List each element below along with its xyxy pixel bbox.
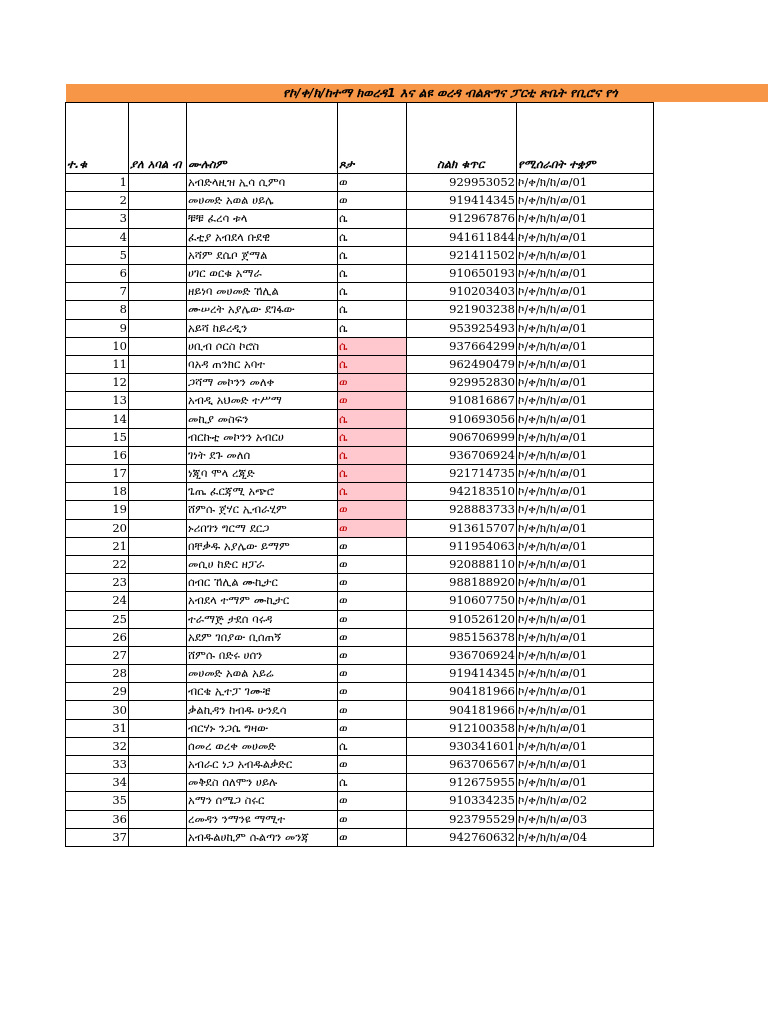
phone-cell[interactable]: 985156378	[407, 628, 517, 646]
row-number-cell[interactable]: 11	[66, 355, 129, 373]
phone-cell[interactable]: 936706924	[407, 646, 517, 664]
name-cell[interactable]: መኪያ መስፍን	[187, 410, 338, 428]
workplace-cell[interactable]: ኮ/ቀ/ክ/ከ/ወ/01	[517, 192, 654, 210]
table-row	[66, 392, 654, 410]
name-cell[interactable]: ብርቄ ኢተፓ ገሙቼ	[187, 683, 338, 701]
father-cell[interactable]	[129, 446, 187, 464]
father-cell[interactable]	[129, 737, 187, 755]
father-cell[interactable]	[129, 756, 187, 774]
name-cell[interactable]: አማን ሰሜጋ ስሩር	[187, 792, 338, 810]
header-name: ሙሉስም	[187, 103, 338, 174]
row-number-cell[interactable]: 10	[66, 337, 129, 355]
row-number-cell[interactable]: 28	[66, 665, 129, 683]
name-cell[interactable]: ቃልኪዳን ከብዱ ሁንዴሳ	[187, 701, 338, 719]
name-cell[interactable]: ሀገር ወርቁ አማራ	[187, 264, 338, 282]
name-cell[interactable]: ረመዳን ንማንዩ ማሚተ	[187, 810, 338, 828]
father-cell[interactable]	[129, 592, 187, 610]
table-row	[66, 446, 654, 464]
sex-cell[interactable]: ሴ	[338, 355, 407, 373]
workplace-cell[interactable]: ኮ/ቀ/ክ/ከ/ወ/01	[517, 246, 654, 264]
phone-cell[interactable]: 904181966	[407, 683, 517, 701]
father-cell[interactable]	[129, 428, 187, 446]
sex-cell[interactable]: ወ	[338, 392, 407, 410]
workplace-cell[interactable]: ኮ/ቀ/ክ/ከ/ወ/02	[517, 792, 654, 810]
father-cell[interactable]	[129, 337, 187, 355]
header-phone: ስልክ ቁጥር	[407, 103, 517, 174]
father-cell[interactable]	[129, 828, 187, 846]
row-number-cell[interactable]: 32	[66, 737, 129, 755]
row-number-cell[interactable]: 33	[66, 756, 129, 774]
row-number-cell[interactable]: 36	[66, 810, 129, 828]
father-cell[interactable]	[129, 810, 187, 828]
table-row	[66, 574, 654, 592]
phone-cell[interactable]: 910526120	[407, 610, 517, 628]
sex-cell[interactable]: ሴ	[338, 483, 407, 501]
father-cell[interactable]	[129, 264, 187, 282]
father-cell[interactable]	[129, 555, 187, 573]
sex-cell[interactable]: ወ	[338, 555, 407, 573]
workplace-cell[interactable]: ኮ/ቀ/ክ/ከ/ወ/01	[517, 756, 654, 774]
name-cell[interactable]: አይሻ ከይረዲን	[187, 319, 338, 337]
phone-cell[interactable]: 928883733	[407, 501, 517, 519]
table-row	[66, 737, 654, 755]
sex-cell[interactable]: ሴ	[338, 246, 407, 264]
workplace-cell[interactable]: ኮ/ቀ/ክ/ከ/ወ/01	[517, 574, 654, 592]
table-row	[66, 374, 654, 392]
phone-cell[interactable]: 912967876	[407, 210, 517, 228]
father-cell[interactable]	[129, 483, 187, 501]
table-row	[66, 665, 654, 683]
workplace-cell[interactable]: ኮ/ቀ/ክ/ከ/ወ/01	[517, 465, 654, 483]
row-number-cell[interactable]: 30	[66, 701, 129, 719]
row-number-cell[interactable]: 16	[66, 446, 129, 464]
table-row	[66, 683, 654, 701]
sex-cell[interactable]: ወ	[338, 610, 407, 628]
name-cell[interactable]: አደም ገበያው ቢሰጠኝ	[187, 628, 338, 646]
name-cell[interactable]: ሙሠረት አያሌው ደገፋው	[187, 301, 338, 319]
phone-cell[interactable]: 919414345	[407, 665, 517, 683]
table-row	[66, 628, 654, 646]
name-cell[interactable]: አብደላ ተማም ሙኪታር	[187, 592, 338, 610]
phone-cell[interactable]: 923795529	[407, 810, 517, 828]
row-number-cell[interactable]: 27	[66, 646, 129, 664]
sex-cell[interactable]: ወ	[338, 646, 407, 664]
row-number-cell[interactable]: 22	[66, 555, 129, 573]
row-number-cell[interactable]: 3	[66, 210, 129, 228]
workplace-cell[interactable]: ኮ/ቀ/ክ/ከ/ወ/01	[517, 319, 654, 337]
sex-cell[interactable]: ወ	[338, 574, 407, 592]
name-cell[interactable]: አብራር ነጋ አብዱልቃድር	[187, 756, 338, 774]
table-row	[66, 592, 654, 610]
workplace-cell[interactable]: ኮ/ቀ/ክ/ከ/ወ/01	[517, 610, 654, 628]
table-row	[66, 246, 654, 264]
name-cell[interactable]: ብርሃኑ ንጋሴ ግዛው	[187, 719, 338, 737]
row-number-cell[interactable]: 15	[66, 428, 129, 446]
workplace-cell[interactable]: ኮ/ቀ/ክ/ከ/ወ/01	[517, 210, 654, 228]
row-number-cell[interactable]: 20	[66, 519, 129, 537]
father-cell[interactable]	[129, 355, 187, 373]
sex-cell[interactable]: ሴ	[338, 264, 407, 282]
table-row	[66, 428, 654, 446]
phone-cell[interactable]: 910693056	[407, 410, 517, 428]
father-cell[interactable]	[129, 410, 187, 428]
sex-cell[interactable]: ወ	[338, 374, 407, 392]
name-cell[interactable]: ኑሪበገን ግርማ ደርጋ	[187, 519, 338, 537]
row-number-cell[interactable]: 8	[66, 301, 129, 319]
row-number-cell[interactable]: 2	[66, 192, 129, 210]
row-number-cell[interactable]: 1	[66, 174, 129, 192]
table-row	[66, 519, 654, 537]
sex-cell[interactable]: ሴ	[338, 283, 407, 301]
phone-cell[interactable]: 920888110	[407, 555, 517, 573]
row-number-cell[interactable]: 19	[66, 501, 129, 519]
row-number-cell[interactable]: 37	[66, 828, 129, 846]
sex-cell[interactable]: ሴ	[338, 210, 407, 228]
phone-cell[interactable]: 953925493	[407, 319, 517, 337]
workplace-cell[interactable]: ኮ/ቀ/ክ/ከ/ወ/01	[517, 665, 654, 683]
sex-cell[interactable]: ሴ	[338, 737, 407, 755]
row-number-cell[interactable]: 26	[66, 628, 129, 646]
sex-cell[interactable]: ወ	[338, 701, 407, 719]
row-number-cell[interactable]: 29	[66, 683, 129, 701]
workplace-cell[interactable]: ኮ/ቀ/ክ/ከ/ወ/01	[517, 774, 654, 792]
row-number-cell[interactable]: 21	[66, 537, 129, 555]
sex-cell[interactable]: ወ	[338, 683, 407, 701]
workplace-cell[interactable]: ኮ/ቀ/ክ/ከ/ወ/01	[517, 392, 654, 410]
workplace-cell[interactable]: ኮ/ቀ/ክ/ከ/ወ/01	[517, 646, 654, 664]
table-row	[66, 774, 654, 792]
phone-cell[interactable]: 912675955	[407, 774, 517, 792]
table-row	[66, 555, 654, 573]
name-cell[interactable]: ሸምሱ በድሩ ሀሰን	[187, 646, 338, 664]
workplace-cell[interactable]: ኮ/ቀ/ክ/ከ/ወ/03	[517, 810, 654, 828]
name-cell[interactable]: ሀቢብ ሶርስ ኮሮስ	[187, 337, 338, 355]
row-number-cell[interactable]: 23	[66, 574, 129, 592]
phone-cell[interactable]: 921903238	[407, 301, 517, 319]
workplace-cell[interactable]: ኮ/ቀ/ክ/ከ/ወ/01	[517, 628, 654, 646]
name-cell[interactable]: ነጂባ ሞላ ረጂድ	[187, 465, 338, 483]
father-cell[interactable]	[129, 465, 187, 483]
row-number-cell[interactable]: 4	[66, 228, 129, 246]
phone-cell[interactable]: 911954063	[407, 537, 517, 555]
header-father: ያለ አባል ብ	[129, 103, 187, 174]
name-cell[interactable]: ተራማጅ ታደሰ ባሩዳ	[187, 610, 338, 628]
workplace-cell[interactable]: ኮ/ቀ/ክ/ከ/ወ/01	[517, 483, 654, 501]
father-cell[interactable]	[129, 192, 187, 210]
workplace-cell[interactable]: ኮ/ቀ/ክ/ከ/ወ/01	[517, 428, 654, 446]
name-cell[interactable]: መሀመድ አወል አይሬ	[187, 665, 338, 683]
workplace-cell[interactable]: ኮ/ቀ/ክ/ከ/ወ/01	[517, 501, 654, 519]
phone-cell[interactable]: 910650193	[407, 264, 517, 282]
name-cell[interactable]: በቸቃዱ አያሌው ይማም	[187, 537, 338, 555]
table-row	[66, 756, 654, 774]
father-cell[interactable]	[129, 228, 187, 246]
table-row	[66, 610, 654, 628]
name-cell[interactable]: ሸምሱ ጀሃር ኢብራሂም	[187, 501, 338, 519]
sex-cell[interactable]: ወ	[338, 628, 407, 646]
header-workplace: የሚሰራበት ተቋም	[517, 103, 654, 174]
phone-cell[interactable]: 929953052	[407, 174, 517, 192]
row-number-cell[interactable]: 25	[66, 610, 129, 628]
phone-cell[interactable]: 912100358	[407, 719, 517, 737]
row-number-cell[interactable]: 6	[66, 264, 129, 282]
sex-cell[interactable]: ወ	[338, 519, 407, 537]
workplace-cell[interactable]: ኮ/ቀ/ክ/ከ/ወ/01	[517, 301, 654, 319]
table-row	[66, 465, 654, 483]
sheet-title-banner	[66, 84, 768, 102]
phone-cell[interactable]: 906706999	[407, 428, 517, 446]
workplace-cell[interactable]: ኮ/ቀ/ክ/ከ/ወ/01	[517, 701, 654, 719]
workplace-cell[interactable]: ኮ/ቀ/ክ/ከ/ወ/01	[517, 555, 654, 573]
name-cell[interactable]: ፈቲያ አብደላ ቡደዊ	[187, 228, 338, 246]
table-row	[66, 483, 654, 501]
members-table	[65, 102, 654, 847]
row-number-cell[interactable]: 13	[66, 392, 129, 410]
phone-cell[interactable]: 937664299	[407, 337, 517, 355]
row-number-cell[interactable]: 24	[66, 592, 129, 610]
father-cell[interactable]	[129, 792, 187, 810]
father-cell[interactable]	[129, 301, 187, 319]
workplace-cell[interactable]: ኮ/ቀ/ክ/ከ/ወ/04	[517, 828, 654, 846]
name-cell[interactable]: መቅደስ ሰለሞን ሀይሉ	[187, 774, 338, 792]
sex-cell[interactable]: ወ	[338, 665, 407, 683]
table-row	[66, 301, 654, 319]
phone-cell[interactable]: 904181966	[407, 701, 517, 719]
phone-cell[interactable]: 936706924	[407, 446, 517, 464]
sex-cell[interactable]: ሴ	[338, 301, 407, 319]
row-number-cell[interactable]: 14	[66, 410, 129, 428]
sex-cell[interactable]: ወ	[338, 592, 407, 610]
table-row	[66, 646, 654, 664]
phone-cell[interactable]: 910334235	[407, 792, 517, 810]
father-cell[interactable]	[129, 683, 187, 701]
sex-cell[interactable]: ወ	[338, 810, 407, 828]
table-row	[66, 792, 654, 810]
father-cell[interactable]	[129, 646, 187, 664]
father-cell[interactable]	[129, 610, 187, 628]
father-cell[interactable]	[129, 628, 187, 646]
workplace-cell[interactable]: ኮ/ቀ/ክ/ከ/ወ/01	[517, 592, 654, 610]
table-row	[66, 537, 654, 555]
name-cell[interactable]: መሀመድ አወል ሀይሌ	[187, 192, 338, 210]
table-row	[66, 701, 654, 719]
father-cell[interactable]	[129, 374, 187, 392]
name-cell[interactable]: አሻም ደሴቦ ጀማል	[187, 246, 338, 264]
workplace-cell[interactable]: ኮ/ቀ/ክ/ከ/ወ/01	[517, 228, 654, 246]
name-cell[interactable]: አብድላዚዝ ኢሳ ሲምባ	[187, 174, 338, 192]
sex-cell[interactable]: ሴ	[338, 319, 407, 337]
table-row	[66, 501, 654, 519]
header-row	[66, 103, 654, 174]
father-cell[interactable]	[129, 774, 187, 792]
table-row	[66, 174, 654, 192]
phone-cell[interactable]: 930341601	[407, 737, 517, 755]
workplace-cell[interactable]: ኮ/ቀ/ክ/ከ/ወ/01	[517, 174, 654, 192]
sex-cell[interactable]: ሴ	[338, 410, 407, 428]
father-cell[interactable]	[129, 701, 187, 719]
phone-cell[interactable]: 921411502	[407, 246, 517, 264]
name-cell[interactable]: ገነት ደጉ መለሰ	[187, 446, 338, 464]
workplace-cell[interactable]: ኮ/ቀ/ክ/ከ/ወ/01	[517, 519, 654, 537]
name-cell[interactable]: ሰብር ኸሊል ሙኪታር	[187, 574, 338, 592]
table-row	[66, 210, 654, 228]
name-cell[interactable]: ሰመረ ወረቀ መሀመድ	[187, 737, 338, 755]
name-cell[interactable]: መሲሀ ከድር ዘፓራ	[187, 555, 338, 573]
phone-cell[interactable]: 913615707	[407, 519, 517, 537]
phone-cell[interactable]: 919414345	[407, 192, 517, 210]
workplace-cell[interactable]: ኮ/ቀ/ክ/ከ/ወ/01	[517, 537, 654, 555]
father-cell[interactable]	[129, 665, 187, 683]
sex-cell[interactable]: ወ	[338, 174, 407, 192]
row-number-cell[interactable]: 9	[66, 319, 129, 337]
father-cell[interactable]	[129, 719, 187, 737]
row-number-cell[interactable]: 12	[66, 374, 129, 392]
father-cell[interactable]	[129, 319, 187, 337]
table-row	[66, 228, 654, 246]
name-cell[interactable]: አብዲ አህመድ ተሥማ	[187, 392, 338, 410]
phone-cell[interactable]: 942183510	[407, 483, 517, 501]
row-number-cell[interactable]: 34	[66, 774, 129, 792]
sex-cell[interactable]: ወ	[338, 756, 407, 774]
phone-cell[interactable]: 910607750	[407, 592, 517, 610]
sex-cell[interactable]: ወ	[338, 719, 407, 737]
father-cell[interactable]	[129, 501, 187, 519]
table-row	[66, 828, 654, 846]
row-number-cell[interactable]: 18	[66, 483, 129, 501]
workplace-cell[interactable]: ኮ/ቀ/ክ/ከ/ወ/01	[517, 283, 654, 301]
sex-cell[interactable]: ሴ	[338, 465, 407, 483]
phone-cell[interactable]: 921714735	[407, 465, 517, 483]
table-row	[66, 283, 654, 301]
workplace-cell[interactable]: ኮ/ቀ/ክ/ከ/ወ/01	[517, 683, 654, 701]
name-cell[interactable]: ዘይነባ መሀመድ ኸሊል	[187, 283, 338, 301]
sex-cell[interactable]: ወ	[338, 192, 407, 210]
phone-cell[interactable]: 941611844	[407, 228, 517, 246]
row-number-cell[interactable]: 35	[66, 792, 129, 810]
workplace-cell[interactable]: ኮ/ቀ/ክ/ከ/ወ/01	[517, 264, 654, 282]
phone-cell[interactable]: 988188920	[407, 574, 517, 592]
sex-cell[interactable]: ሴ	[338, 337, 407, 355]
sheet-title: የኮ/ቀ/ክ/ከተማ ክወረዳ1 እና ልዩ ወረዳ ብልጽግና ፓርቲ ጽቤት የቢሮና የጎ	[283, 85, 618, 100]
workplace-cell[interactable]: ኮ/ቀ/ክ/ከ/ወ/01	[517, 446, 654, 464]
workplace-cell[interactable]: ኮ/ቀ/ክ/ከ/ወ/01	[517, 337, 654, 355]
table-row	[66, 192, 654, 210]
row-number-cell[interactable]: 31	[66, 719, 129, 737]
sex-cell[interactable]: ሴ	[338, 428, 407, 446]
row-number-cell[interactable]: 5	[66, 246, 129, 264]
father-cell[interactable]	[129, 283, 187, 301]
phone-cell[interactable]: 910816867	[407, 392, 517, 410]
sex-cell[interactable]: ሴ	[338, 446, 407, 464]
name-cell[interactable]: ባአዳ ጠንክር አባተ	[187, 355, 338, 373]
sex-cell[interactable]: ወ	[338, 501, 407, 519]
father-cell[interactable]	[129, 210, 187, 228]
table-row	[66, 410, 654, 428]
table-row	[66, 719, 654, 737]
workplace-cell[interactable]: ኮ/ቀ/ክ/ከ/ወ/01	[517, 719, 654, 737]
father-cell[interactable]	[129, 246, 187, 264]
sex-cell[interactable]: ሴ	[338, 228, 407, 246]
table-row	[66, 355, 654, 373]
father-cell[interactable]	[129, 519, 187, 537]
table-row	[66, 319, 654, 337]
sex-cell[interactable]: ሴ	[338, 774, 407, 792]
name-cell[interactable]: ጌጤ ፈርጃሚ አጭሮ	[187, 483, 338, 501]
phone-cell[interactable]: 962490479	[407, 355, 517, 373]
phone-cell[interactable]: 942760632	[407, 828, 517, 846]
table-row	[66, 337, 654, 355]
workplace-cell[interactable]: ኮ/ቀ/ክ/ከ/ወ/01	[517, 410, 654, 428]
header-sex: ጾታ	[338, 103, 407, 174]
workplace-cell[interactable]: ኮ/ቀ/ክ/ከ/ወ/01	[517, 737, 654, 755]
father-cell[interactable]	[129, 174, 187, 192]
phone-cell[interactable]: 910203403	[407, 283, 517, 301]
sex-cell[interactable]: ወ	[338, 537, 407, 555]
sex-cell[interactable]: ወ	[338, 792, 407, 810]
row-number-cell[interactable]: 17	[66, 465, 129, 483]
phone-cell[interactable]: 929952830	[407, 374, 517, 392]
father-cell[interactable]	[129, 574, 187, 592]
workplace-cell[interactable]: ኮ/ቀ/ክ/ከ/ወ/01	[517, 355, 654, 373]
phone-cell[interactable]: 963706567	[407, 756, 517, 774]
row-number-cell[interactable]: 7	[66, 283, 129, 301]
father-cell[interactable]	[129, 392, 187, 410]
name-cell[interactable]: ጋሻማ መኮንን መለቀ	[187, 374, 338, 392]
name-cell[interactable]: አብዱልሀኪም ሱልጣን መንጃ	[187, 828, 338, 846]
father-cell[interactable]	[129, 537, 187, 555]
table-row	[66, 264, 654, 282]
name-cell[interactable]: ቹቹ ፈረሳ ቱላ	[187, 210, 338, 228]
name-cell[interactable]: ብርኩቲ መኮንን አብርሀ	[187, 428, 338, 446]
workplace-cell[interactable]: ኮ/ቀ/ክ/ከ/ወ/01	[517, 374, 654, 392]
sex-cell[interactable]: ወ	[338, 828, 407, 846]
table-row	[66, 810, 654, 828]
header-no: ተ.ቁ	[66, 103, 129, 174]
